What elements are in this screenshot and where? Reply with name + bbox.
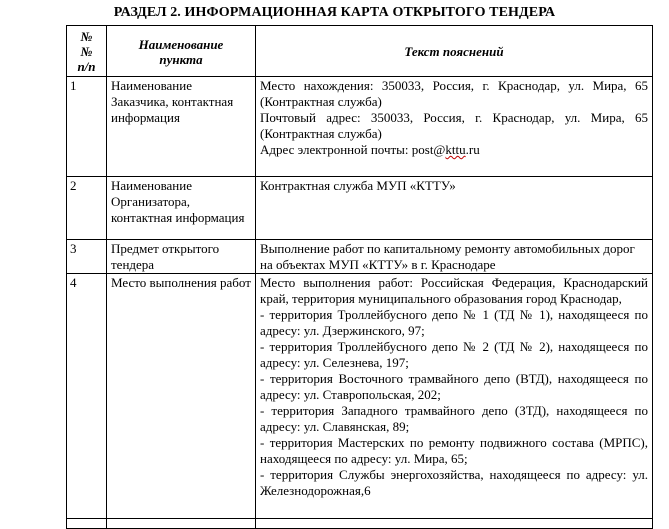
row-text: Выполнение работ по капитальному ремонту автомобильных дорог на объектах МУП «КТТУ» в г. Краснодаре: [256, 240, 653, 274]
text-line: Почтовый адрес: 350033, Россия, г. Краснодар, ул. Мира, 65 (Контрактная служба): [260, 110, 648, 141]
header-num-line: п/п: [77, 59, 96, 74]
empty-cell: [67, 519, 107, 529]
row-num: 3: [67, 240, 107, 274]
row-num: 1: [67, 77, 107, 177]
row-num: 4: [67, 274, 107, 519]
header-num-line: №: [80, 29, 93, 44]
text-line: - территория Троллейбусного депо № 2 (ТД № 2), находящееся по адресу: ул. Селезнева, 197;: [260, 339, 648, 370]
row-num: 2: [67, 177, 107, 240]
header-num-line: №: [80, 44, 93, 59]
text-line: - территория Мастерских по ремонту подвижного состава (МРПС), находящееся по адресу: ул. Мира, 65;: [260, 435, 648, 466]
email-label: Адрес электронной почты: post@: [260, 142, 446, 157]
table-row: [67, 274, 653, 519]
info-card-table: [66, 25, 653, 529]
text-line: Место нахождения: 350033, Россия, г. Краснодар, ул. Мира, 65 (Контрактная служба): [260, 78, 648, 109]
empty-cell: [107, 519, 256, 529]
header-name-line: пункта: [159, 51, 203, 67]
section-title: РАЗДЕЛ 2. ИНФОРМАЦИОННАЯ КАРТА ОТКРЫТОГО ТЕНДЕРА: [113, 5, 556, 20]
header-num: [67, 26, 107, 77]
row-text: Контрактная служба МУП «КТТУ»: [256, 177, 653, 240]
table-row: [67, 77, 653, 177]
row-text: [256, 77, 653, 177]
email-domain[interactable]: kttu: [445, 142, 466, 157]
text-line: - территория Службы энергохозяйства, находящееся по адресу: ул. Железнодорожная,6: [260, 467, 648, 498]
header-name: [107, 26, 256, 77]
empty-cell: [256, 519, 653, 529]
header-name-line: Наименование: [138, 36, 224, 52]
row-name: Место выполнения работ: [107, 274, 256, 519]
text-line: - территория Троллейбусного депо № 1 (ТД № 1), находящееся по адресу: ул. Дзержинского, 97;: [260, 307, 648, 338]
email-tld: .ru: [465, 142, 480, 157]
table-row: [67, 240, 653, 274]
row-name: Предмет открытого тендера: [107, 240, 256, 274]
table-row: [67, 177, 653, 240]
row-text: [256, 274, 653, 519]
text-line: Место выполнения работ: Российская Федерация, Краснодарский край, территория муниципального образования город Краснодар,: [260, 275, 648, 306]
email-line: [260, 142, 648, 158]
text-line: - территория Западного трамвайного депо (ЗТД), находящееся по адресу: ул. Славянская, 89;: [260, 403, 648, 434]
row-name: Наименование Организатора, контактная информация: [107, 177, 256, 240]
table-header-row: [67, 26, 653, 77]
table-row-continuation: [67, 519, 653, 529]
row-name: Наименование Заказчика, контактная информация: [107, 77, 256, 177]
header-text: Текст пояснений: [256, 26, 653, 77]
text-line: - территория Восточного трамвайного депо (ВТД), находящееся по адресу: ул. Ставропольская, 202;: [260, 371, 648, 402]
